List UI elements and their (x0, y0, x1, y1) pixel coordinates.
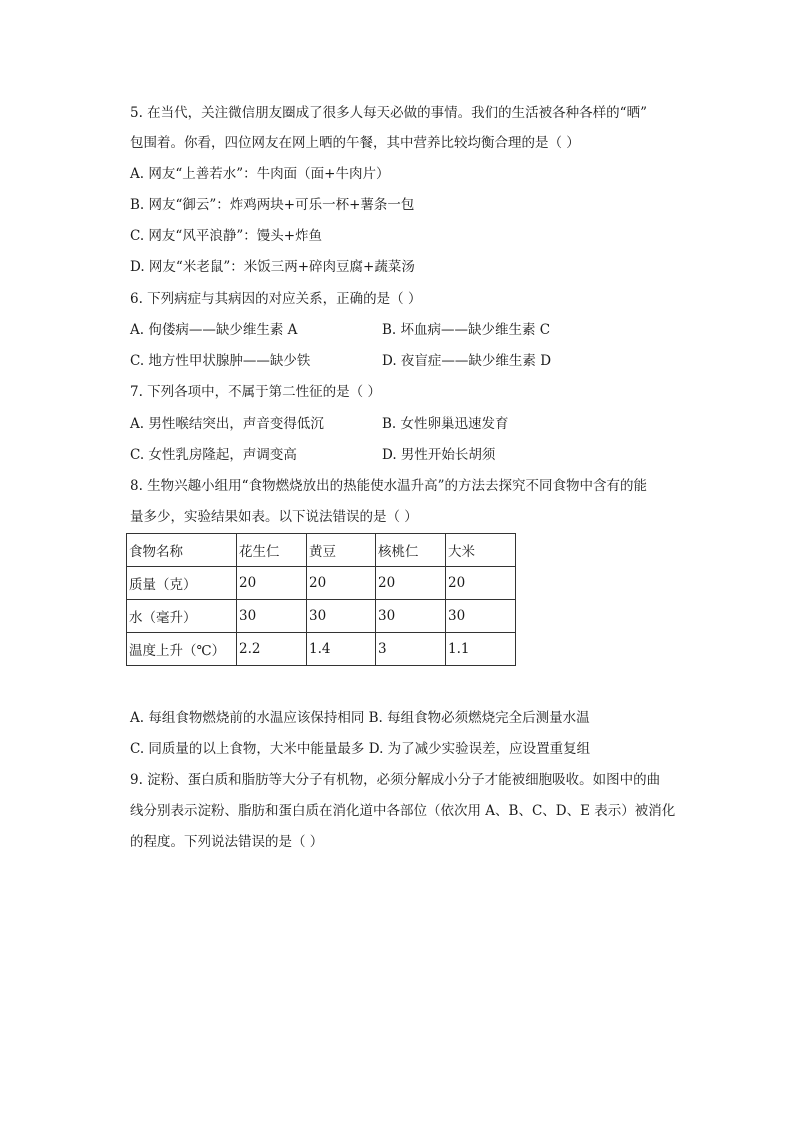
table-cell: 30 (446, 600, 516, 633)
table-header-row (127, 534, 516, 567)
table-cell: 20 (376, 567, 446, 600)
q8-stem-line2: 量多少，实验结果如表。以下说法错误的是（ ） (130, 509, 418, 525)
table-row (127, 567, 516, 600)
table-header-cell: 食物名称 (127, 534, 237, 567)
table-cell: 30 (237, 600, 307, 633)
table-header-cell: 大米 (446, 534, 516, 567)
table-cell: 20 (446, 567, 516, 600)
table-cell: 1.4 (307, 633, 376, 666)
food-energy-table (126, 533, 516, 666)
q5-stem-line1: 5. 在当代，关注微信朋友圈成了很多人每天必做的事情。我们的生活被各种各样的“晒” (130, 105, 647, 121)
q5-option-d: D. 网友“米老鼠”：米饭三两+碎肉豆腐+蔬菜汤 (130, 259, 415, 275)
table-cell: 3 (376, 633, 446, 666)
table-header-cell: 花生仁 (237, 534, 307, 567)
q8-stem-line1: 8. 生物兴趣小组用“食物燃烧放出的热能使水温升高”的方法去探究不同食物中含有的能 (130, 478, 647, 494)
table-cell: 2.2 (237, 633, 307, 666)
q6-option-d: D. 夜盲症——缺少维生素 D (382, 353, 552, 369)
q9-stem-line3: 的程度。下列说法错误的是（ ） (130, 834, 324, 850)
table-cell: 质量（克） (127, 567, 237, 600)
q5-option-b: B. 网友“御云”：炸鸡两块+可乐一杯+薯条一包 (130, 197, 415, 213)
table-row (127, 633, 516, 666)
q6-option-a: A. 佝偻病——缺少维生素 A (130, 322, 298, 338)
table-cell: 水（毫升） (127, 600, 237, 633)
table-cell: 30 (376, 600, 446, 633)
q8-options-line1: A. 每组食物燃烧前的水温应该保持相同 B. 每组食物必须燃烧完全后测量水温 (130, 710, 590, 726)
q7-option-a: A. 男性喉结突出，声音变得低沉 (130, 416, 324, 432)
table-cell: 20 (307, 567, 376, 600)
q6-option-c: C. 地方性甲状腺肿——缺少铁 (130, 353, 311, 369)
q5-option-c: C. 网友“风平浪静”：馒头+炸鱼 (130, 228, 323, 244)
q7-option-b: B. 女性卵巢迅速发育 (382, 416, 509, 432)
q6-stem: 6. 下列病症与其病因的对应关系，正确的是（ ） (130, 291, 422, 307)
q5-option-a: A. 网友“上善若水”：牛肉面（面+牛肉片） (130, 166, 390, 182)
table-cell: 温度上升（℃） (127, 633, 237, 666)
q7-option-d: D. 男性开始长胡须 (382, 447, 496, 463)
table-row (127, 600, 516, 633)
table-cell: 1.1 (446, 633, 516, 666)
table-cell: 20 (237, 567, 307, 600)
q8-options-line2: C. 同质量的以上食物，大米中能量最多 D. 为了减少实验误差，应设置重复组 (130, 741, 591, 757)
table-cell: 30 (307, 600, 376, 633)
q7-option-c: C. 女性乳房隆起，声调变高 (130, 447, 297, 463)
q6-option-b: B. 坏血病——缺少维生素 C (382, 322, 551, 338)
q9-stem-line1: 9. 淀粉、蛋白质和脂肪等大分子有机物，必须分解成小分子才能被细胞吸收。如图中的曲 (130, 772, 661, 788)
table-header-cell: 黄豆 (307, 534, 376, 567)
table-header-cell: 核桃仁 (376, 534, 446, 567)
q7-stem: 7. 下列各项中，不属于第二性征的是（ ） (130, 384, 381, 400)
q9-stem-line2: 线分别表示淀粉、脂肪和蛋白质在消化道中各部位（依次用 A、B、C、D、E 表示）被消化 (130, 803, 676, 819)
q5-stem-line2: 包围着。你看，四位网友在网上晒的午餐，其中营养比较均衡合理的是（ ） (130, 135, 580, 151)
